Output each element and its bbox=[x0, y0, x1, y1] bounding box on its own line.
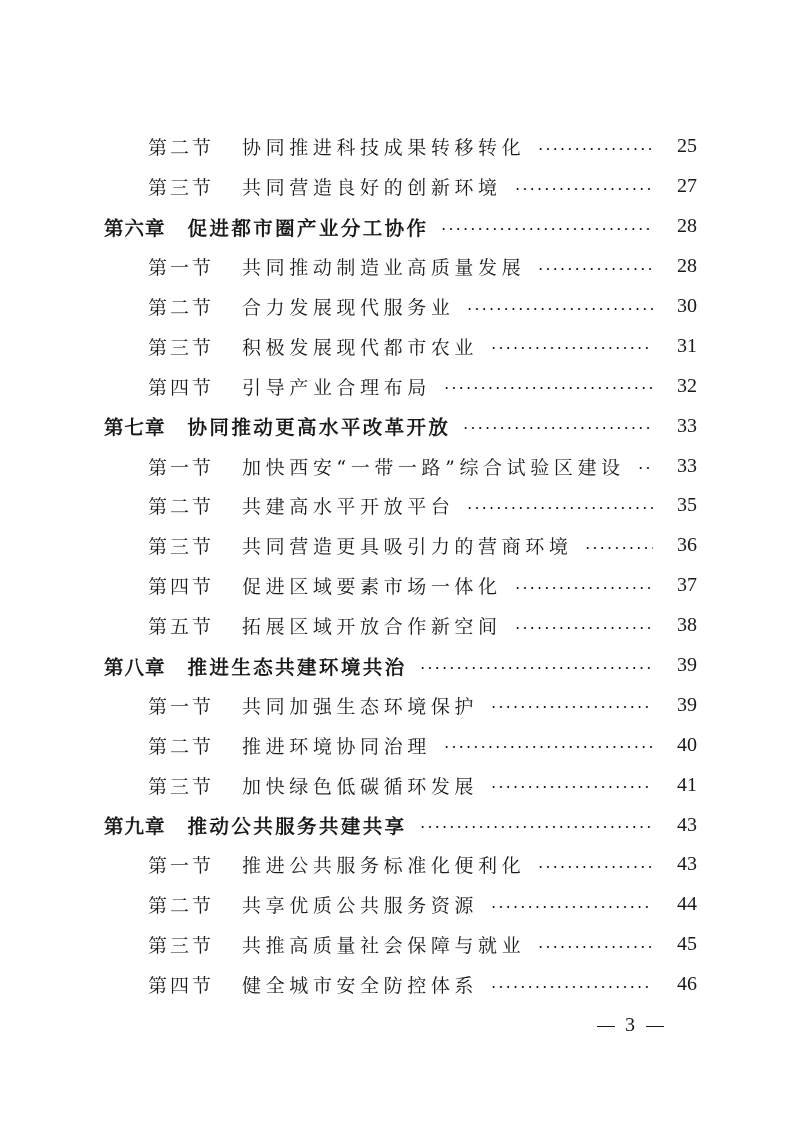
toc-entry-page: 30 bbox=[677, 295, 697, 317]
toc-entry-label: 第三节 bbox=[148, 536, 215, 559]
toc-chapter-entry[interactable] bbox=[0, 646, 800, 686]
toc-entry[interactable] bbox=[0, 326, 800, 366]
toc-entry-page: 44 bbox=[677, 893, 697, 916]
page-number: 3 bbox=[625, 1014, 636, 1036]
toc-entry-page: 43 bbox=[677, 853, 697, 876]
toc-entry-title: 合力发展现代服务业 bbox=[242, 297, 455, 319]
toc-entry-title: 共同推动制造业高质量发展 bbox=[242, 257, 526, 280]
toc-entry-page: 46 bbox=[677, 973, 697, 996]
toc-dot-leader bbox=[637, 467, 653, 469]
toc-entry[interactable] bbox=[0, 765, 800, 805]
toc-chapter-label: 第九章 bbox=[104, 815, 166, 839]
toc-dot-leader bbox=[419, 667, 653, 669]
toc-entry-title: 推进环境协同治理 bbox=[242, 735, 431, 758]
toc-entry-page: 27 bbox=[677, 175, 697, 198]
toc-dot-leader bbox=[537, 268, 653, 270]
page-number-block bbox=[587, 1014, 674, 1037]
toc-entry-label: 第五节 bbox=[148, 616, 215, 639]
toc-dot-leader bbox=[443, 387, 653, 389]
toc-entry-page: 33 bbox=[677, 454, 697, 477]
toc-entry[interactable] bbox=[0, 725, 800, 765]
toc-entry[interactable] bbox=[0, 965, 800, 1005]
toc-entry-page: 45 bbox=[677, 933, 697, 956]
toc-entry[interactable] bbox=[0, 167, 800, 207]
toc-dot-leader bbox=[466, 308, 653, 310]
toc-dot-leader bbox=[584, 547, 653, 549]
toc-chapter-title: 促进都市圈产业分工协作 bbox=[187, 216, 429, 240]
toc-entry-page: 39 bbox=[677, 693, 697, 716]
toc-entry[interactable] bbox=[0, 566, 800, 606]
toc-entry[interactable] bbox=[0, 685, 800, 725]
toc-dot-leader bbox=[490, 986, 653, 988]
toc-dot-leader bbox=[514, 188, 653, 190]
toc-entry-page: 38 bbox=[677, 614, 697, 637]
toc-entry-page: 25 bbox=[677, 135, 697, 158]
toc-entry[interactable] bbox=[0, 925, 800, 965]
toc-dot-leader bbox=[537, 148, 653, 150]
toc-entry[interactable] bbox=[0, 486, 800, 526]
table-of-contents bbox=[0, 127, 800, 1005]
toc-entry-label: 第三节 bbox=[148, 775, 215, 798]
toc-entry-page: 43 bbox=[677, 813, 697, 836]
toc-dot-leader bbox=[514, 627, 653, 629]
toc-entry-label: 第一节 bbox=[148, 695, 215, 718]
toc-entry-label: 第二节 bbox=[148, 137, 215, 160]
toc-entry[interactable] bbox=[0, 845, 800, 885]
toc-entry-label: 第一节 bbox=[148, 257, 215, 280]
footer-dash-left bbox=[597, 1026, 615, 1027]
toc-entry-page: 28 bbox=[677, 255, 697, 278]
toc-entry[interactable] bbox=[0, 885, 800, 925]
toc-entry-label: 第二节 bbox=[148, 735, 215, 758]
toc-entry-page: 41 bbox=[677, 773, 697, 796]
toc-entry-label: 第二节 bbox=[148, 895, 215, 918]
toc-entry-label: 第三节 bbox=[148, 935, 215, 958]
toc-entry-label: 第三节 bbox=[148, 336, 215, 359]
toc-entry-title: 共同营造良好的创新环境 bbox=[242, 177, 502, 200]
toc-chapter-entry[interactable] bbox=[0, 805, 800, 845]
toc-entry-label: 第二节 bbox=[148, 496, 215, 519]
toc-chapter-label: 第七章 bbox=[104, 416, 166, 440]
toc-entry-label: 第四节 bbox=[148, 975, 215, 998]
page-footer bbox=[0, 1014, 800, 1037]
toc-entry[interactable] bbox=[0, 606, 800, 646]
toc-entry-page: 39 bbox=[677, 654, 697, 677]
toc-dot-leader bbox=[440, 228, 653, 230]
toc-dot-leader bbox=[537, 866, 653, 868]
toc-dot-leader bbox=[514, 587, 653, 589]
toc-entry-title: 共同加强生态环境保护 bbox=[242, 695, 479, 718]
toc-dot-leader bbox=[537, 946, 653, 948]
toc-entry[interactable] bbox=[0, 287, 800, 327]
toc-entry-title: 共享优质公共服务资源 bbox=[242, 895, 479, 918]
toc-entry-label: 第三节 bbox=[148, 177, 215, 200]
toc-entry-title: 协同推进科技成果转移转化 bbox=[242, 137, 526, 160]
toc-entry-label: 第四节 bbox=[148, 576, 215, 599]
toc-dot-leader bbox=[490, 906, 653, 908]
toc-entry-title: 加快西安“一带一路”综合试验区建设 bbox=[242, 456, 625, 479]
toc-entry-title: 拓展区域开放合作新空间 bbox=[242, 616, 502, 639]
toc-entry[interactable] bbox=[0, 446, 800, 486]
toc-entry[interactable] bbox=[0, 526, 800, 566]
toc-entry-page: 36 bbox=[677, 534, 697, 557]
toc-entry-title: 共建高水平开放平台 bbox=[242, 496, 455, 519]
toc-chapter-entry[interactable] bbox=[0, 207, 800, 247]
toc-entry-page: 37 bbox=[677, 574, 697, 597]
toc-entry-title: 促进区域要素市场一体化 bbox=[242, 576, 502, 599]
toc-dot-leader bbox=[419, 826, 653, 828]
toc-dot-leader bbox=[490, 706, 653, 708]
toc-chapter-label: 第六章 bbox=[104, 216, 166, 240]
toc-entry-label: 第一节 bbox=[148, 456, 215, 479]
toc-entry-page: 32 bbox=[677, 374, 697, 397]
toc-entry-title: 推进公共服务标准化便利化 bbox=[242, 855, 526, 878]
toc-entry-title: 健全城市安全防控体系 bbox=[242, 975, 479, 998]
toc-chapter-label: 第八章 bbox=[104, 655, 166, 679]
footer-dash-right bbox=[646, 1026, 664, 1027]
toc-dot-leader bbox=[490, 786, 653, 788]
toc-entry-page: 28 bbox=[677, 215, 697, 238]
toc-dot-leader bbox=[443, 746, 653, 748]
toc-entry[interactable] bbox=[0, 366, 800, 406]
toc-entry-title: 共推高质量社会保障与就业 bbox=[242, 935, 526, 958]
toc-entry-page: 31 bbox=[677, 334, 697, 357]
toc-dot-leader bbox=[466, 507, 653, 509]
toc-entry-page: 35 bbox=[677, 494, 697, 517]
toc-dot-leader bbox=[490, 347, 653, 349]
toc-entry-label: 第二节 bbox=[148, 297, 215, 319]
toc-entry-title: 引导产业合理布局 bbox=[242, 376, 431, 399]
toc-chapter-title: 推动公共服务共建共享 bbox=[187, 815, 407, 839]
toc-entry[interactable] bbox=[0, 127, 800, 167]
toc-entry-label: 第一节 bbox=[148, 855, 215, 878]
toc-entry-page: 33 bbox=[677, 414, 697, 437]
toc-chapter-entry[interactable] bbox=[0, 406, 800, 446]
toc-chapter-title: 推进生态共建环境共治 bbox=[187, 655, 407, 679]
toc-entry-page: 40 bbox=[677, 733, 697, 756]
toc-chapter-title: 协同推动更高水平改革开放 bbox=[187, 416, 451, 440]
toc-dot-leader bbox=[462, 427, 653, 429]
toc-entry-title: 积极发展现代都市农业 bbox=[242, 336, 479, 359]
toc-entry-label: 第四节 bbox=[148, 376, 215, 399]
toc-entry[interactable] bbox=[0, 247, 800, 287]
toc-entry-title: 共同营造更具吸引力的营商环境 bbox=[242, 536, 573, 559]
toc-entry-title: 加快绿色低碳循环发展 bbox=[242, 775, 479, 798]
